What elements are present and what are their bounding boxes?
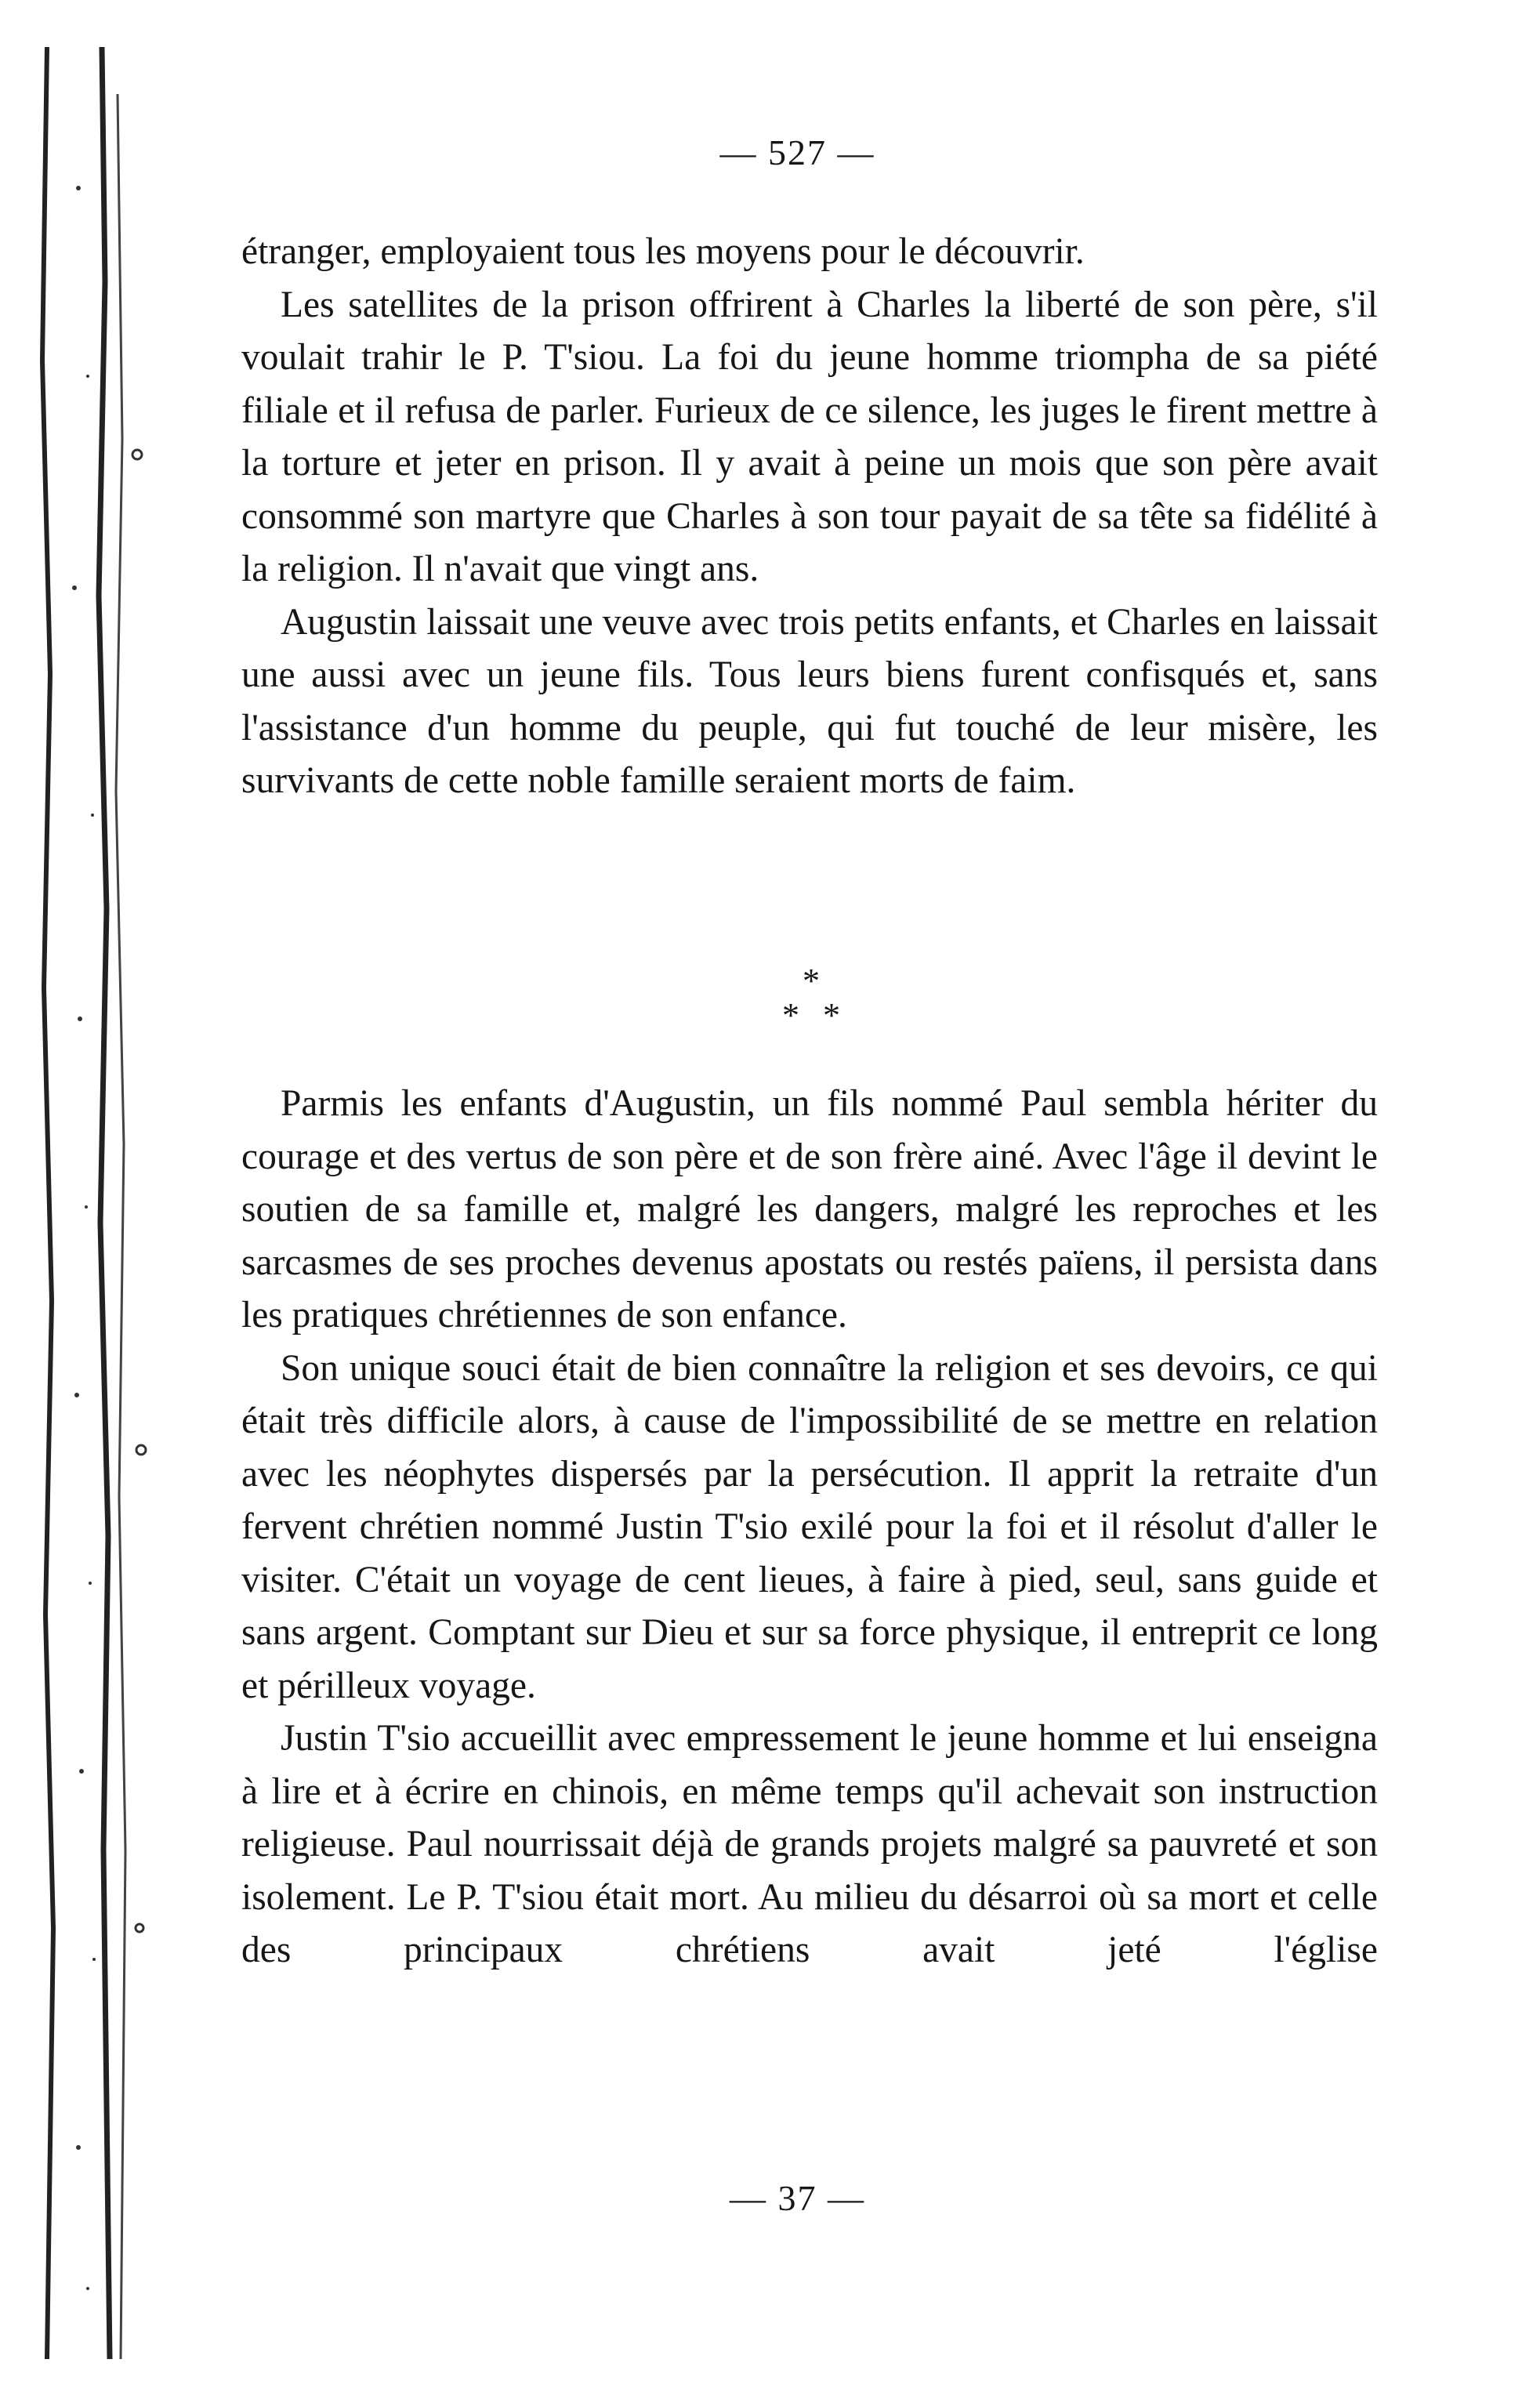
- page-number-bottom: — 37 —: [730, 2178, 865, 2218]
- asterism-top: *: [803, 962, 820, 1000]
- paragraph: Son unique souci était de bien connaître la religion et ses devoirs, ce qui était très difficile alors, à cause de l'impossibilité de se mettre en relation avec les néophytes dispersés par la persécution. Il apprit la retraite d'un fervent chrétien nommé Justin T'sio exilé pour la foi et il résolut d'aller le visiter. C'était un voyage de cent lieues, à faire à pied, seul, sans guide et sans argent. Comptant sur Dieu et sur sa force physique, il entreprit ce long et périlleux voyage.: [241, 1347, 1378, 1706]
- page-number-top: — 527 —: [719, 132, 875, 172]
- text-block-upper: [241, 226, 1378, 808]
- paragraph: Les satellites de la prison offrirent à Charles la liberté de son père, s'il voulait trahir le P. T'siou. La foi du jeune homme triompha de sa piété filiale et il refusa de parler. Furieux de ce silence, les juges le firent mettre à la torture et jeter en prison. Il y avait à peine un mois que son père avait consommé son martyre que Charles à son tour payait de sa tête sa fidélité à la religion. Il n'avait que vingt ans.: [241, 284, 1378, 589]
- paragraph: étranger, employaient tous les moyens pour le découvrir.: [241, 231, 1085, 272]
- paragraph: Justin T'sio accueillit avec empressement le jeune homme et lui enseigna à lire et à écrire en chinois, en même temps qu'il achevait son instruction religieuse. Paul nourrissait déjà de grands projets malgré sa pauvreté et son isolement. Le P. T'siou était mort. Au milieu du désarroi où sa mort et celle des principaux chrétiens avait jeté l'église: [241, 1718, 1378, 1970]
- text-block-lower: [241, 1078, 1378, 1977]
- asterism-bottom: **: [782, 996, 864, 1035]
- paragraph: Parmis les enfants d'Augustin, un fils nommé Paul sembla hériter du courage et des vertus de son père et de son frère ainé. Avec l'âge il devint le soutien de sa famille et, malgré les dangers, malgré les reproches et les sarcasmes de ses proches devenus apostats ou restés païens, il persista dans les pratiques chrétiennes de son enfance.: [241, 1083, 1378, 1335]
- binding-edge: [31, 47, 188, 2359]
- paragraph: Augustin laissait une veuve avec trois petits enfants, et Charles en laissait une aussi avec un jeune fils. Tous leurs biens furent confisqués et, sans l'assistance d'un homme du peuple, qui fut touché de leur misère, les survivants de cette noble famille seraient morts de faim.: [241, 601, 1378, 801]
- section-separator: [752, 964, 870, 1035]
